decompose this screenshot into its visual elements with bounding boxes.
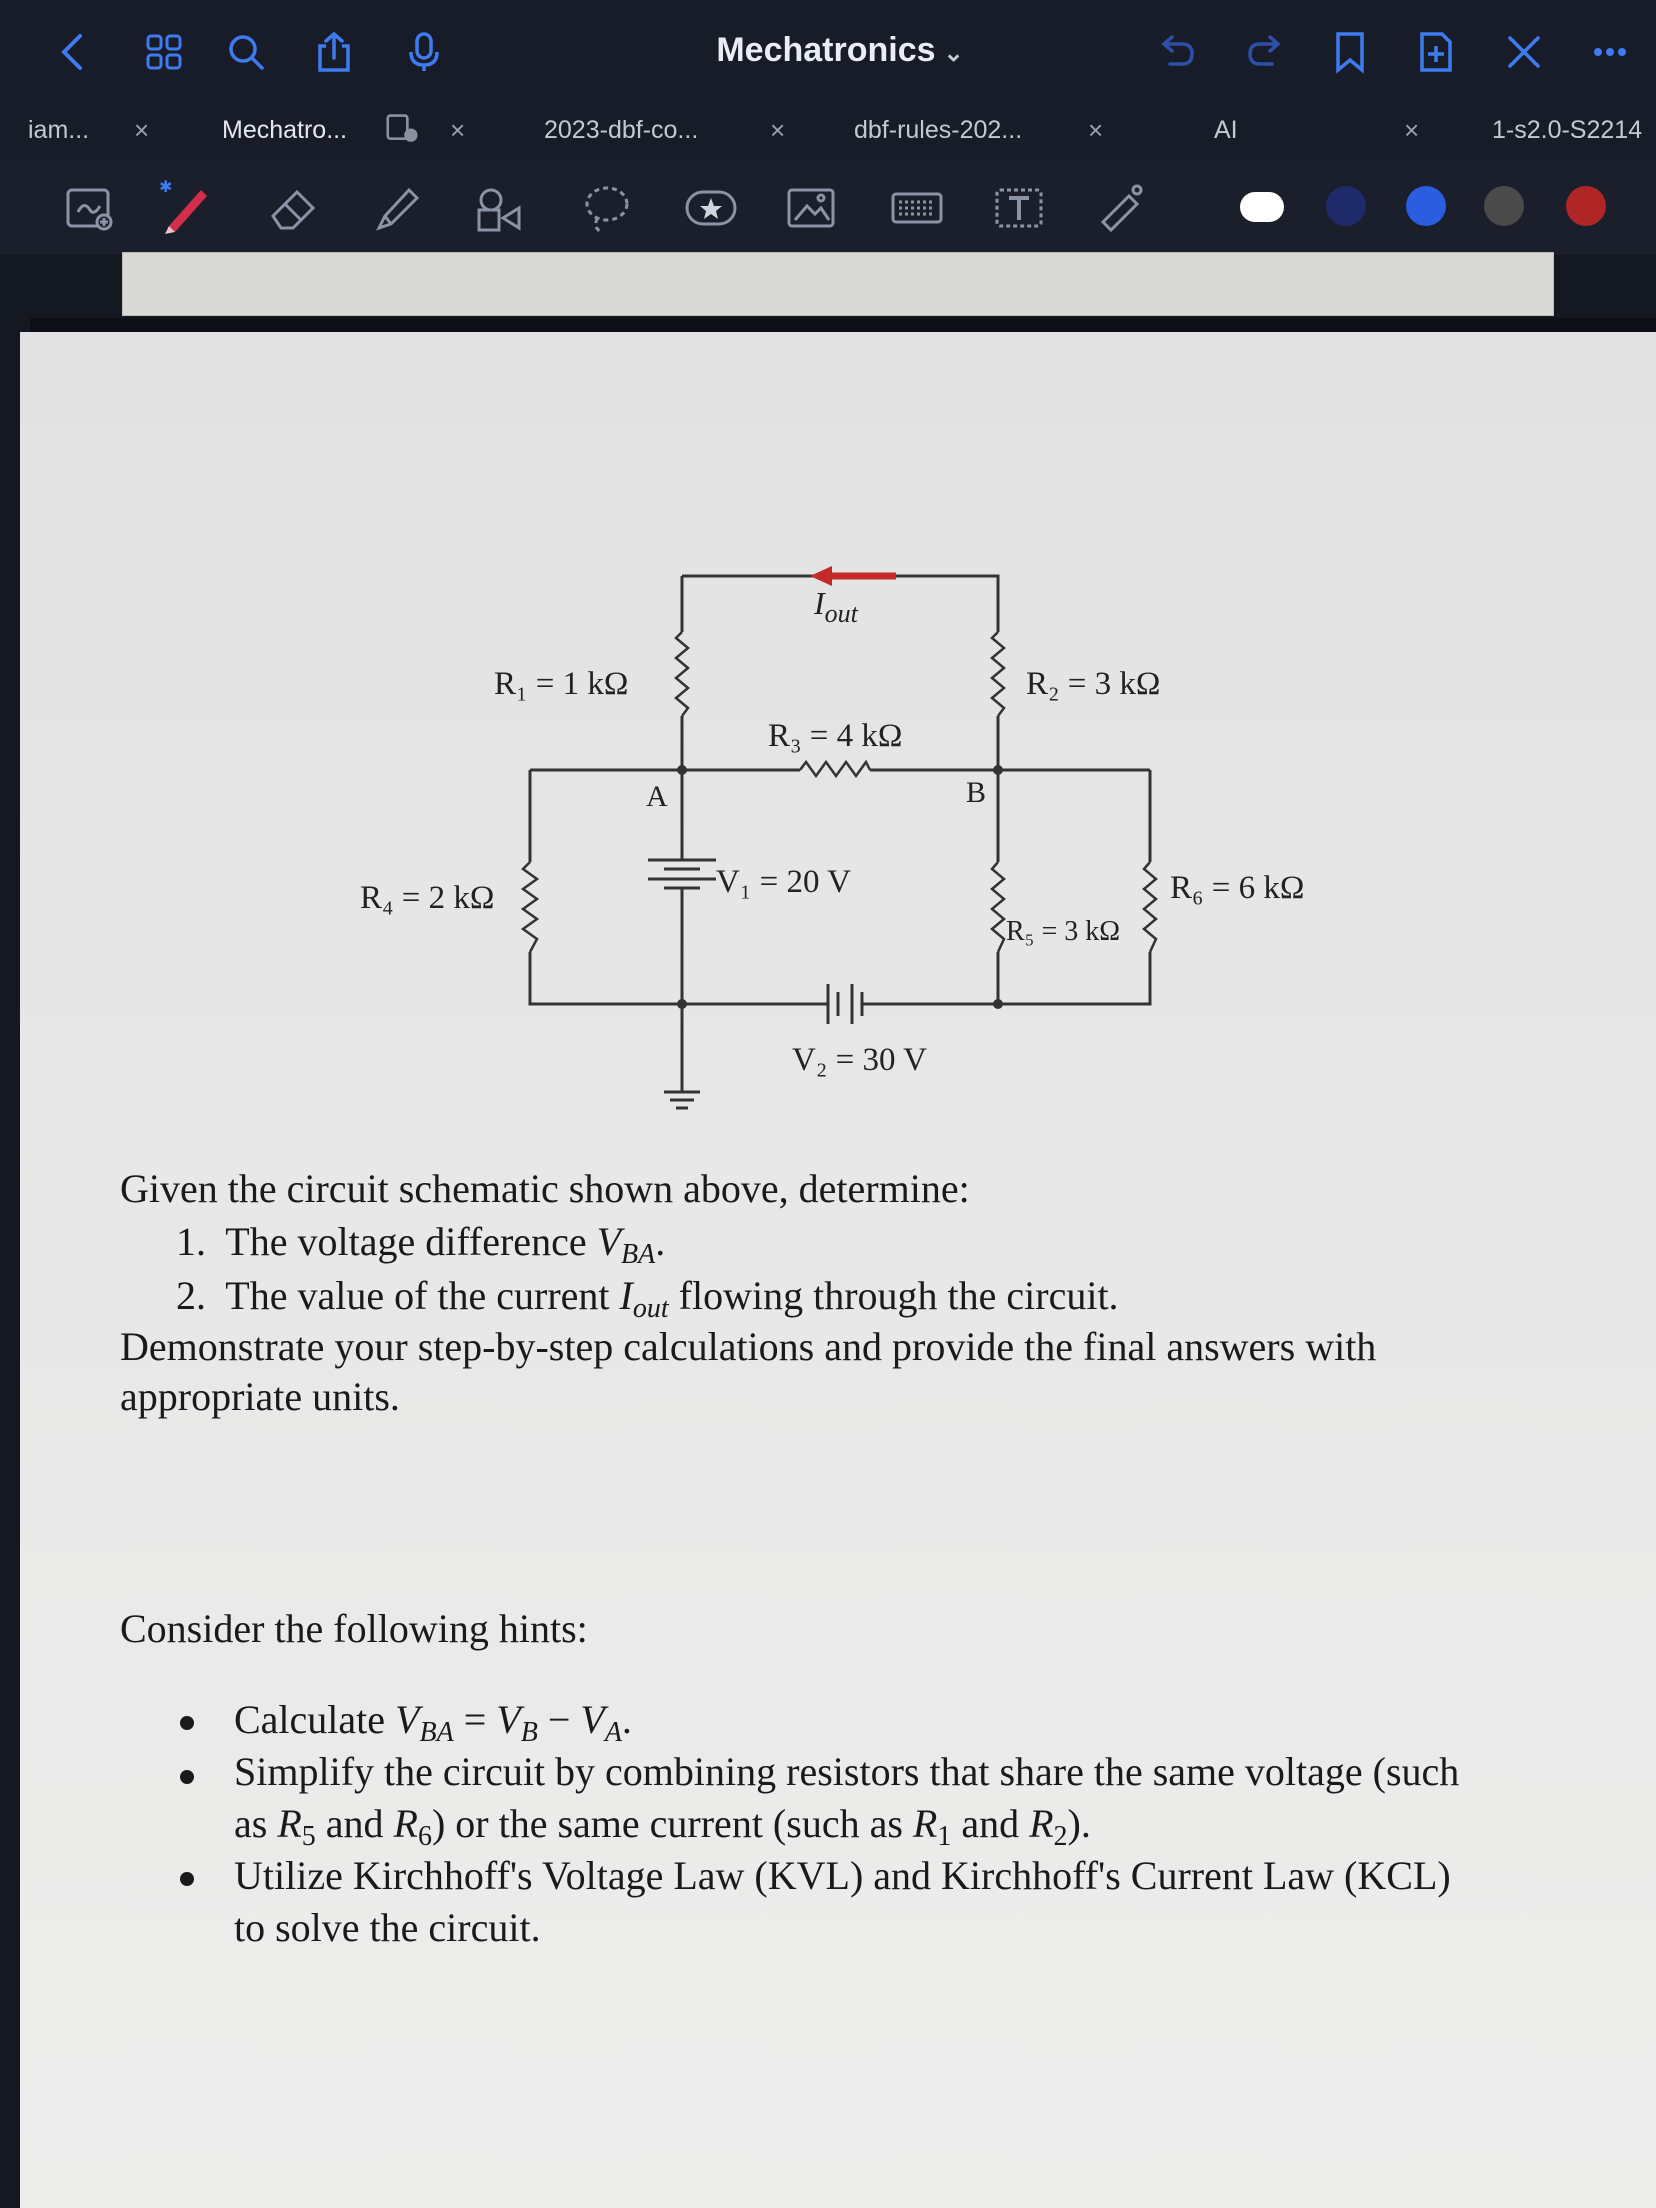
toolbar-divider bbox=[30, 318, 1656, 332]
resistor-r5 bbox=[992, 862, 1004, 952]
tab-close-icon[interactable]: × bbox=[134, 115, 150, 145]
tab-mechatronics[interactable]: Mechatro... bbox=[222, 116, 348, 144]
zoom-page-icon[interactable] bbox=[55, 178, 125, 238]
search-icon[interactable] bbox=[222, 28, 270, 76]
tab-iam[interactable]: iam... bbox=[28, 116, 90, 144]
image-icon[interactable] bbox=[776, 178, 846, 238]
label-r2: R₂ = 3 kΩ bbox=[1026, 666, 1161, 702]
wire-r6-bottom bbox=[998, 952, 1150, 1004]
undo-icon[interactable] bbox=[1152, 28, 1200, 76]
color-swatch-gray[interactable] bbox=[1484, 186, 1524, 226]
hints-title: Consider the following hints: bbox=[120, 1606, 588, 1651]
chevron-down-icon: ⌄ bbox=[943, 40, 964, 67]
eraser-icon[interactable] bbox=[258, 178, 328, 238]
pen-icon[interactable] bbox=[150, 178, 220, 238]
tab-close-icon[interactable]: × bbox=[1088, 115, 1104, 145]
tab-sync-icon bbox=[384, 112, 420, 152]
grid-icon[interactable] bbox=[140, 28, 188, 76]
battery-v2 bbox=[828, 984, 872, 1024]
more-icon[interactable] bbox=[1586, 28, 1634, 76]
tab-dbf-co[interactable]: 2023-dbf-co... bbox=[544, 116, 699, 144]
label-v2: V₂ = 30 V bbox=[792, 1042, 927, 1078]
microphone-icon[interactable] bbox=[400, 28, 448, 76]
hint-3-line-1: Utilize Kirchhoff's Voltage Law (KVL) and Kirchhoff's Current Law (KCL) bbox=[234, 1853, 1451, 1898]
back-icon[interactable] bbox=[50, 28, 98, 76]
node-a-dot bbox=[677, 765, 687, 775]
label-iout: $I_{out}$ bbox=[814, 585, 858, 628]
question-intro: Given the circuit schematic shown above, determine: bbox=[120, 1166, 970, 1211]
node-bottom-left-dot bbox=[677, 999, 687, 1009]
color-swatch-blue[interactable] bbox=[1406, 186, 1446, 226]
wire-r4-bottom bbox=[530, 952, 682, 1004]
tab-close-icon[interactable]: × bbox=[1404, 115, 1420, 145]
color-swatch-navy[interactable] bbox=[1326, 186, 1366, 226]
label-r3: R₃ = 4 kΩ bbox=[768, 718, 903, 754]
bullet-icon bbox=[180, 1872, 194, 1886]
highlighter-icon[interactable] bbox=[362, 178, 432, 238]
bullet-icon bbox=[180, 1770, 194, 1784]
question-item-2: 2. The value of the current $I_{out}$ flowing through the circuit. bbox=[176, 1273, 1119, 1324]
svg-text:✱: ✱ bbox=[159, 178, 173, 196]
tab-bar bbox=[0, 100, 1656, 160]
bookmark-icon[interactable] bbox=[1326, 28, 1374, 76]
hint-1: Calculate $V_{BA} = V_B - V_A$. bbox=[234, 1697, 632, 1748]
label-r5: R₅ = 3 kΩ bbox=[1006, 916, 1121, 947]
question-demo-line-2: appropriate units. bbox=[120, 1374, 400, 1419]
shapes-icon[interactable] bbox=[462, 178, 532, 238]
laser-pointer-icon[interactable] bbox=[1084, 178, 1154, 238]
keyboard-icon[interactable] bbox=[882, 178, 952, 238]
top-bar bbox=[0, 0, 1656, 100]
iout-arrow bbox=[810, 566, 896, 586]
share-icon[interactable] bbox=[310, 28, 358, 76]
label-r6: R₆ = 6 kΩ bbox=[1170, 870, 1305, 906]
resistor-r2 bbox=[992, 632, 1004, 716]
tab-dbf-rules[interactable]: dbf-rules-202... bbox=[854, 116, 1023, 144]
resistor-r6 bbox=[1144, 862, 1156, 952]
document-title[interactable] bbox=[680, 28, 1000, 72]
question-item-1: 1. The voltage difference $V_{BA}$. bbox=[176, 1219, 666, 1270]
ground-symbol bbox=[664, 1092, 700, 1108]
node-b-dot bbox=[993, 765, 1003, 775]
search-strip[interactable] bbox=[122, 252, 1554, 316]
document-page bbox=[20, 332, 1656, 2208]
hint-2-line-1: Simplify the circuit by combining resistors that share the same voltage (such bbox=[234, 1749, 1460, 1794]
label-r4: R₄ = 2 kΩ bbox=[360, 880, 495, 916]
resistor-r4 bbox=[523, 862, 537, 952]
add-page-icon[interactable] bbox=[1412, 28, 1460, 76]
label-r1: R₁ = 1 kΩ bbox=[494, 666, 629, 702]
node-bottom-right-dot bbox=[993, 999, 1003, 1009]
close-icon[interactable] bbox=[1500, 28, 1548, 76]
tab-s2214[interactable]: 1-s2.0-S2214 bbox=[1492, 116, 1643, 144]
battery-v1 bbox=[648, 860, 716, 888]
favorite-icon[interactable] bbox=[676, 178, 746, 238]
label-node-b: B bbox=[966, 776, 987, 809]
redo-icon[interactable] bbox=[1242, 28, 1290, 76]
tab-close-icon[interactable]: × bbox=[770, 115, 786, 145]
lasso-icon[interactable] bbox=[572, 178, 642, 238]
color-swatch-red[interactable] bbox=[1566, 186, 1606, 226]
resistor-r3 bbox=[800, 762, 870, 776]
circuit-wires bbox=[530, 576, 1150, 1092]
color-swatch-white[interactable] bbox=[1240, 192, 1284, 222]
tab-close-icon[interactable]: × bbox=[450, 115, 466, 145]
document-title-text: Mechatronics bbox=[716, 31, 936, 69]
question-demo-line-1: Demonstrate your step-by-step calculations and provide the final answers with bbox=[120, 1324, 1377, 1369]
label-v1: V₁ = 20 V bbox=[716, 864, 851, 900]
text-icon[interactable] bbox=[984, 178, 1054, 238]
tab-ai[interactable]: AI bbox=[1214, 116, 1238, 144]
bullet-icon bbox=[180, 1716, 194, 1730]
resistor-r1 bbox=[676, 632, 688, 716]
circuit-diagram bbox=[20, 332, 1656, 1192]
label-node-a: A bbox=[646, 780, 668, 813]
hint-2-line-2: as $R_5$ and $R_6$) or the same current (such as $R_1$ and $R_2$). bbox=[234, 1801, 1091, 1852]
hint-3-line-2: to solve the circuit. bbox=[234, 1905, 541, 1950]
